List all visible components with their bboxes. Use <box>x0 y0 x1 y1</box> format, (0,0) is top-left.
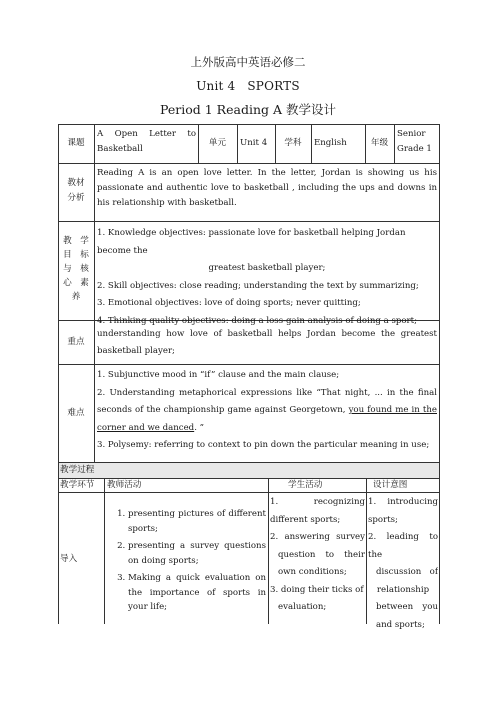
teacher-activity: 2. presenting a survey questions on doing sports; <box>128 539 266 568</box>
unit-name: SPORTS <box>247 79 300 93</box>
grade-line: Grade 1 <box>397 144 432 154</box>
student-line: 1. recognizing <box>270 497 365 507</box>
intent-line: between you <box>376 602 438 612</box>
subject-label: 学科 <box>284 138 302 148</box>
unit-value: Unit 4 <box>240 138 268 148</box>
objectives-label-line: 与 核 <box>63 264 89 274</box>
course-title-line: Basketball <box>97 144 143 154</box>
col-divider <box>104 478 105 624</box>
underlined-quote: you found me in the corner and we danced <box>97 405 437 433</box>
difficulty-subjunctive: 1. Subjunctive mood in “if” clause and the main clause; <box>97 370 340 380</box>
objectives-label-line: 教 学 <box>63 236 89 246</box>
student-line: question to their <box>278 549 365 560</box>
objectives-label-line: 养 <box>71 292 81 302</box>
key-points-label: 重点 <box>67 337 85 347</box>
objective-knowledge: 1. Knowledge objectives: passionate love for basketball helping Jordan become the <box>97 228 406 256</box>
difficulty-polysemy: 3. Polysemy: referring to context to pin down the particular meaning in use; <box>97 440 430 450</box>
analysis-text: Reading A is an open love letter. In the letter, Jordan is showing us his passionate and authentic love to basketball , including the ups and downs in his relationship with basketball. <box>97 168 437 208</box>
design-intent <box>368 494 438 634</box>
objectives-label-line: 心 素 <box>63 278 89 288</box>
intent-line: 1. introducing <box>368 497 438 507</box>
objective-emotional: 3. Emotional objectives: love of doing sports; never quitting; <box>97 298 361 308</box>
grade-label: 年级 <box>370 138 389 148</box>
course-title-line: A Open Letter to <box>97 129 196 139</box>
difficulty-metaphor-end: . ” <box>194 422 205 433</box>
student-activities <box>270 494 365 617</box>
intent-line: and sports; <box>376 619 425 630</box>
intent-line: sports; <box>368 514 398 525</box>
objectives-list <box>97 225 437 330</box>
row-divider <box>58 492 440 493</box>
objectives-label <box>58 234 94 304</box>
difficulty-metaphor <box>97 385 437 438</box>
key-points-text: understanding how love of basketball helps Jordan become the greatest basketball player; <box>97 329 437 356</box>
process-title: 教学过程 <box>60 465 95 475</box>
difficulty-metaphor-text: 2. Understanding metaphorical expressions like “That night, ... in the final seconds of the championship game against Georgetown, <box>97 387 437 415</box>
student-line: evaluation; <box>278 602 327 612</box>
unit-number: Unit 4 <box>196 79 236 93</box>
student-line: different sports; <box>270 514 341 525</box>
col-divider <box>94 163 95 462</box>
unit-label: 单元 <box>208 138 227 148</box>
period-heading: Period 1 Reading A 教学设计 <box>160 102 336 117</box>
course-title <box>97 127 196 157</box>
student-line: own conditions; <box>278 567 347 577</box>
difficulties-label: 难点 <box>67 408 85 418</box>
difficulties-list <box>97 367 437 455</box>
grade-line: Senior <box>397 129 426 139</box>
col-divider <box>311 124 312 163</box>
intent-line: 2. leading to the <box>368 532 438 560</box>
subject-value: English <box>314 138 347 148</box>
teacher-activity: 3. Making a quick evaluation on the importance of sports in your life; <box>128 571 266 615</box>
col-divider <box>268 478 269 624</box>
unit-heading <box>0 80 496 92</box>
col-header-teacher: 教师活动 <box>107 480 142 490</box>
objective-thinking: 4. Thinking quality objectives: doing a loss-gain analysis of doing a sport; <box>97 315 418 326</box>
row-divider <box>58 221 440 222</box>
row-divider <box>58 163 440 164</box>
analysis-label-line: 分析 <box>67 193 85 203</box>
col-header-intent: 设计意图 <box>373 480 408 490</box>
col-divider <box>237 124 238 163</box>
objectives-label-line: 目 标 <box>63 250 89 260</box>
student-line: 3. doing their ticks of <box>270 584 364 595</box>
analysis-label <box>58 176 94 206</box>
objective-knowledge-cont: greatest basketball player; <box>208 263 326 273</box>
row-divider <box>58 364 440 365</box>
col-header-student: 学生活动 <box>288 480 323 490</box>
grade-value <box>397 127 439 157</box>
col-header-stage: 教学环节 <box>60 480 95 490</box>
analysis-label-line: 教材 <box>67 178 85 188</box>
course-label: 课题 <box>67 138 85 148</box>
intent-line: relationship <box>376 584 430 595</box>
teacher-activity: 1. presenting pictures of different sports; <box>128 507 266 536</box>
col-divider <box>366 478 367 624</box>
document-title: 上外版高中英语必修二 <box>190 55 306 69</box>
student-line: 2. answering survey <box>270 532 365 542</box>
col-divider <box>394 124 395 163</box>
stage-lead-in: 导入 <box>60 554 78 564</box>
teacher-activities <box>106 507 266 615</box>
col-divider <box>94 124 95 163</box>
objective-skill: 2. Skill objectives: close reading; understanding the text by summarizing; <box>97 280 419 291</box>
intent-line: discussion of <box>376 567 438 577</box>
